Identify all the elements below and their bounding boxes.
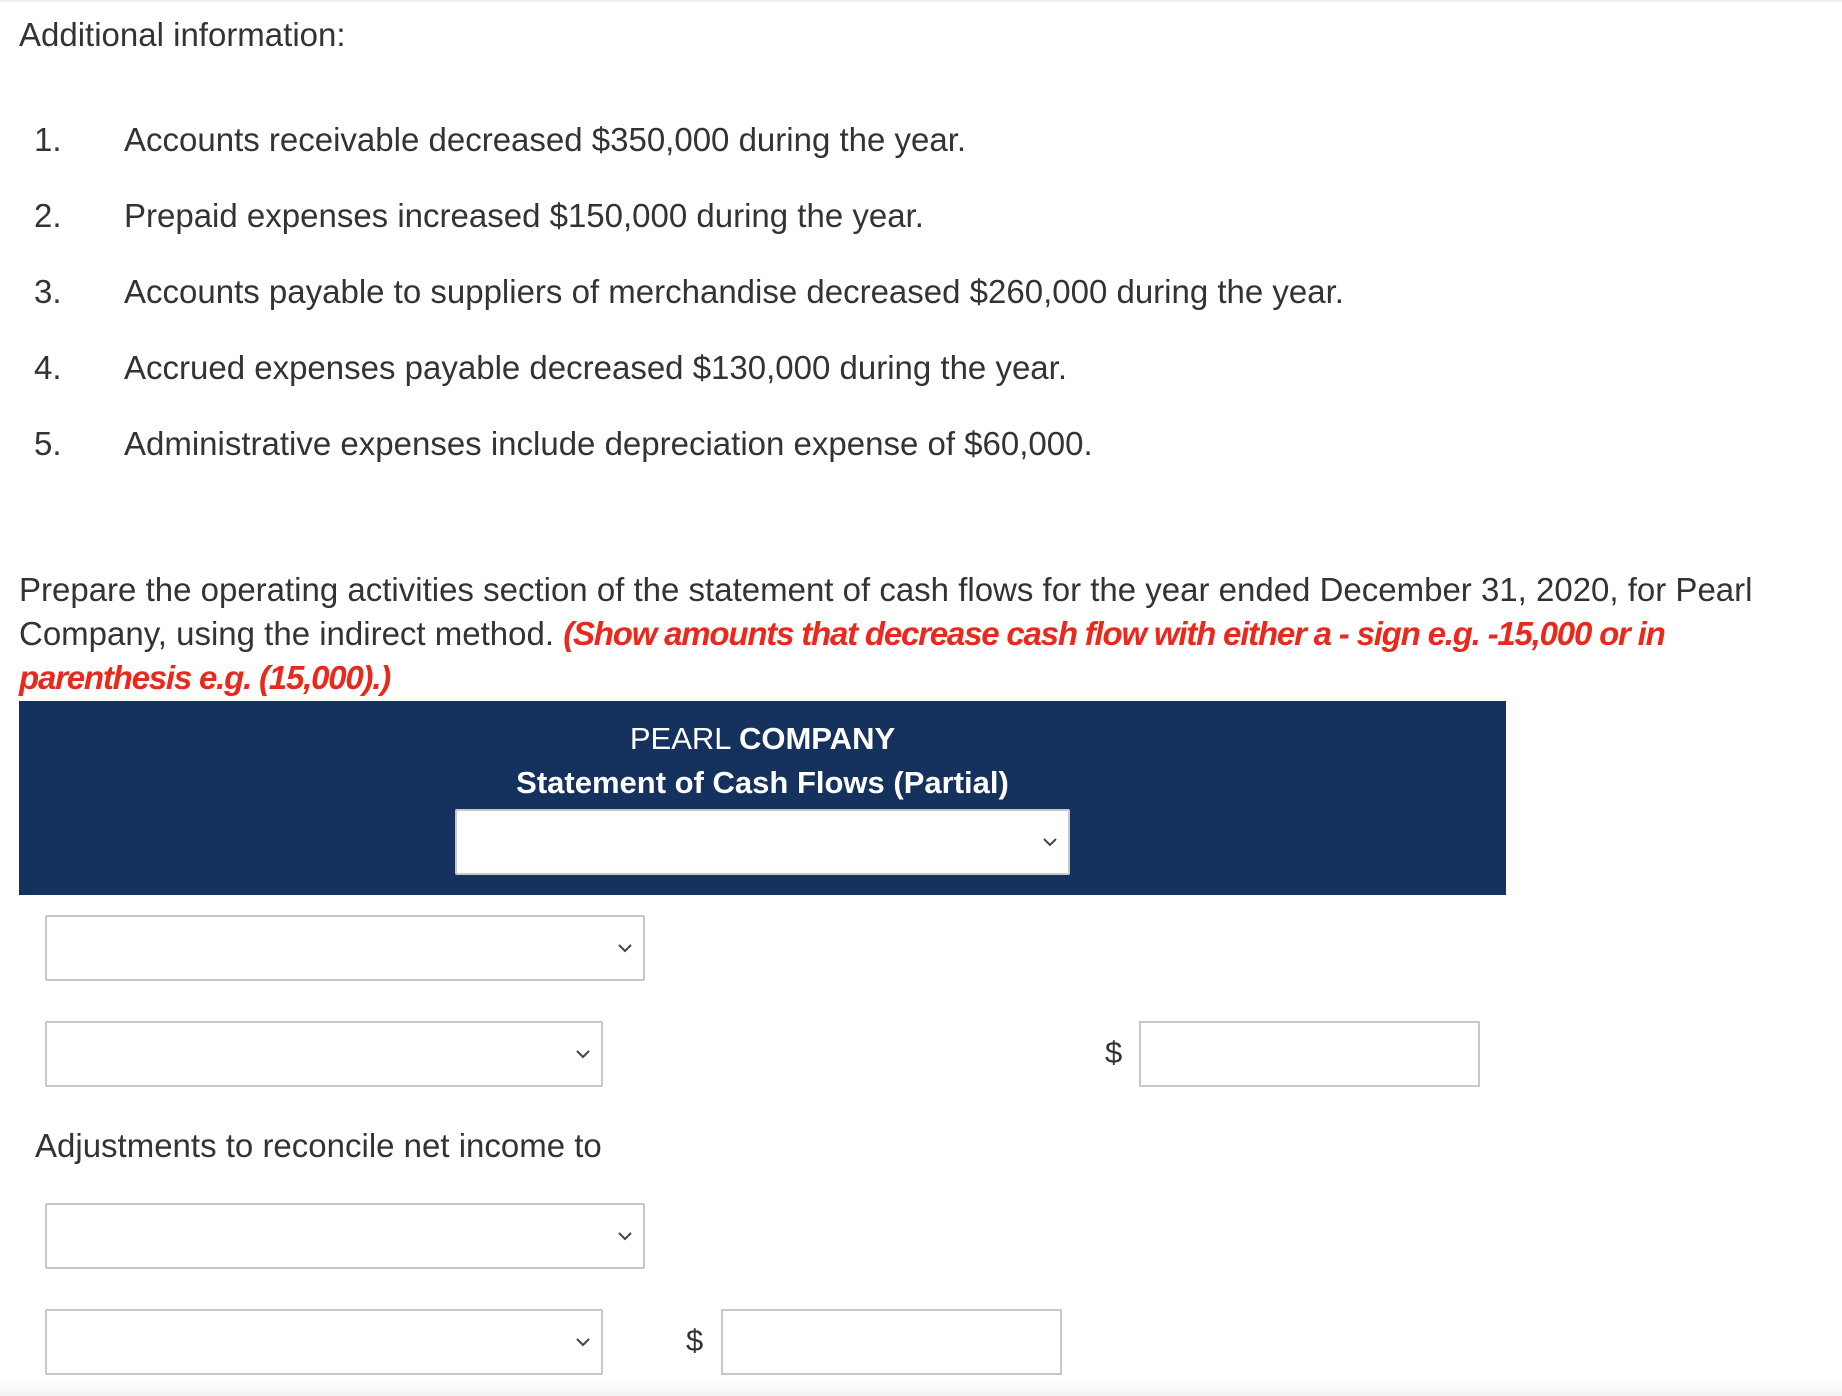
chevron-down-icon bbox=[1042, 837, 1058, 847]
info-item-text: Accounts receivable decreased $350,000 during the year. bbox=[124, 121, 967, 158]
chevron-down-icon bbox=[575, 1337, 591, 1347]
row2-amount-input[interactable] bbox=[1139, 1021, 1480, 1087]
chevron-down-icon bbox=[617, 943, 633, 953]
page-top-rule bbox=[0, 0, 1842, 2]
info-item-2 bbox=[0, 194, 1400, 238]
row4-description-select[interactable] bbox=[45, 1309, 603, 1375]
info-item-4 bbox=[0, 346, 1400, 390]
bottom-fade bbox=[0, 1380, 1842, 1396]
chevron-down-icon bbox=[575, 1049, 591, 1059]
instructions-text: Prepare the operating activities section of the statement of cash flows for the year ended December 31, 2020, for Pearl Company, using the indirect method. bbox=[19, 571, 1753, 652]
additional-info-heading: Additional information: bbox=[19, 16, 346, 53]
info-item-number: 3. bbox=[34, 273, 62, 310]
period-select[interactable] bbox=[455, 809, 1070, 875]
currency-symbol: $ bbox=[686, 1323, 704, 1358]
info-item-number: 4. bbox=[34, 349, 62, 386]
company-name-suffix: COMPANY bbox=[738, 721, 896, 756]
info-item-text: Administrative expenses include depreciation expense of $60,000. bbox=[124, 425, 1093, 462]
info-item-text: Accounts payable to suppliers of merchandise decreased $260,000 during the year. bbox=[124, 273, 1344, 310]
company-name bbox=[19, 717, 1506, 761]
info-item-text: Accrued expenses payable decreased $130,000 during the year. bbox=[124, 349, 1067, 386]
info-item-3 bbox=[0, 270, 1400, 314]
row4-amount-input[interactable] bbox=[721, 1309, 1062, 1375]
info-item-number: 5. bbox=[34, 425, 62, 462]
info-item-5 bbox=[0, 422, 1400, 466]
currency-symbol: $ bbox=[1105, 1035, 1123, 1070]
row1-description-select[interactable] bbox=[45, 915, 645, 981]
statement-header bbox=[19, 701, 1506, 895]
row2-description-select[interactable] bbox=[45, 1021, 603, 1087]
instructions bbox=[19, 568, 1819, 700]
instructions-hint: (Show amounts that decrease cash flow with either a - sign e.g. -15,000 or in parenthesis e.g. (15,000).) bbox=[19, 615, 1665, 696]
info-item-1 bbox=[0, 118, 1400, 162]
info-item-number: 2. bbox=[34, 197, 62, 234]
company-name-prefix: PEARL bbox=[629, 721, 731, 756]
statement-title: Statement of Cash Flows (Partial) bbox=[516, 765, 1009, 800]
chevron-down-icon bbox=[617, 1231, 633, 1241]
info-item-text: Prepaid expenses increased $150,000 during the year. bbox=[124, 197, 924, 234]
row3-description-select[interactable] bbox=[45, 1203, 645, 1269]
adjustments-label: Adjustments to reconcile net income to bbox=[35, 1127, 602, 1164]
info-item-number: 1. bbox=[34, 121, 62, 158]
